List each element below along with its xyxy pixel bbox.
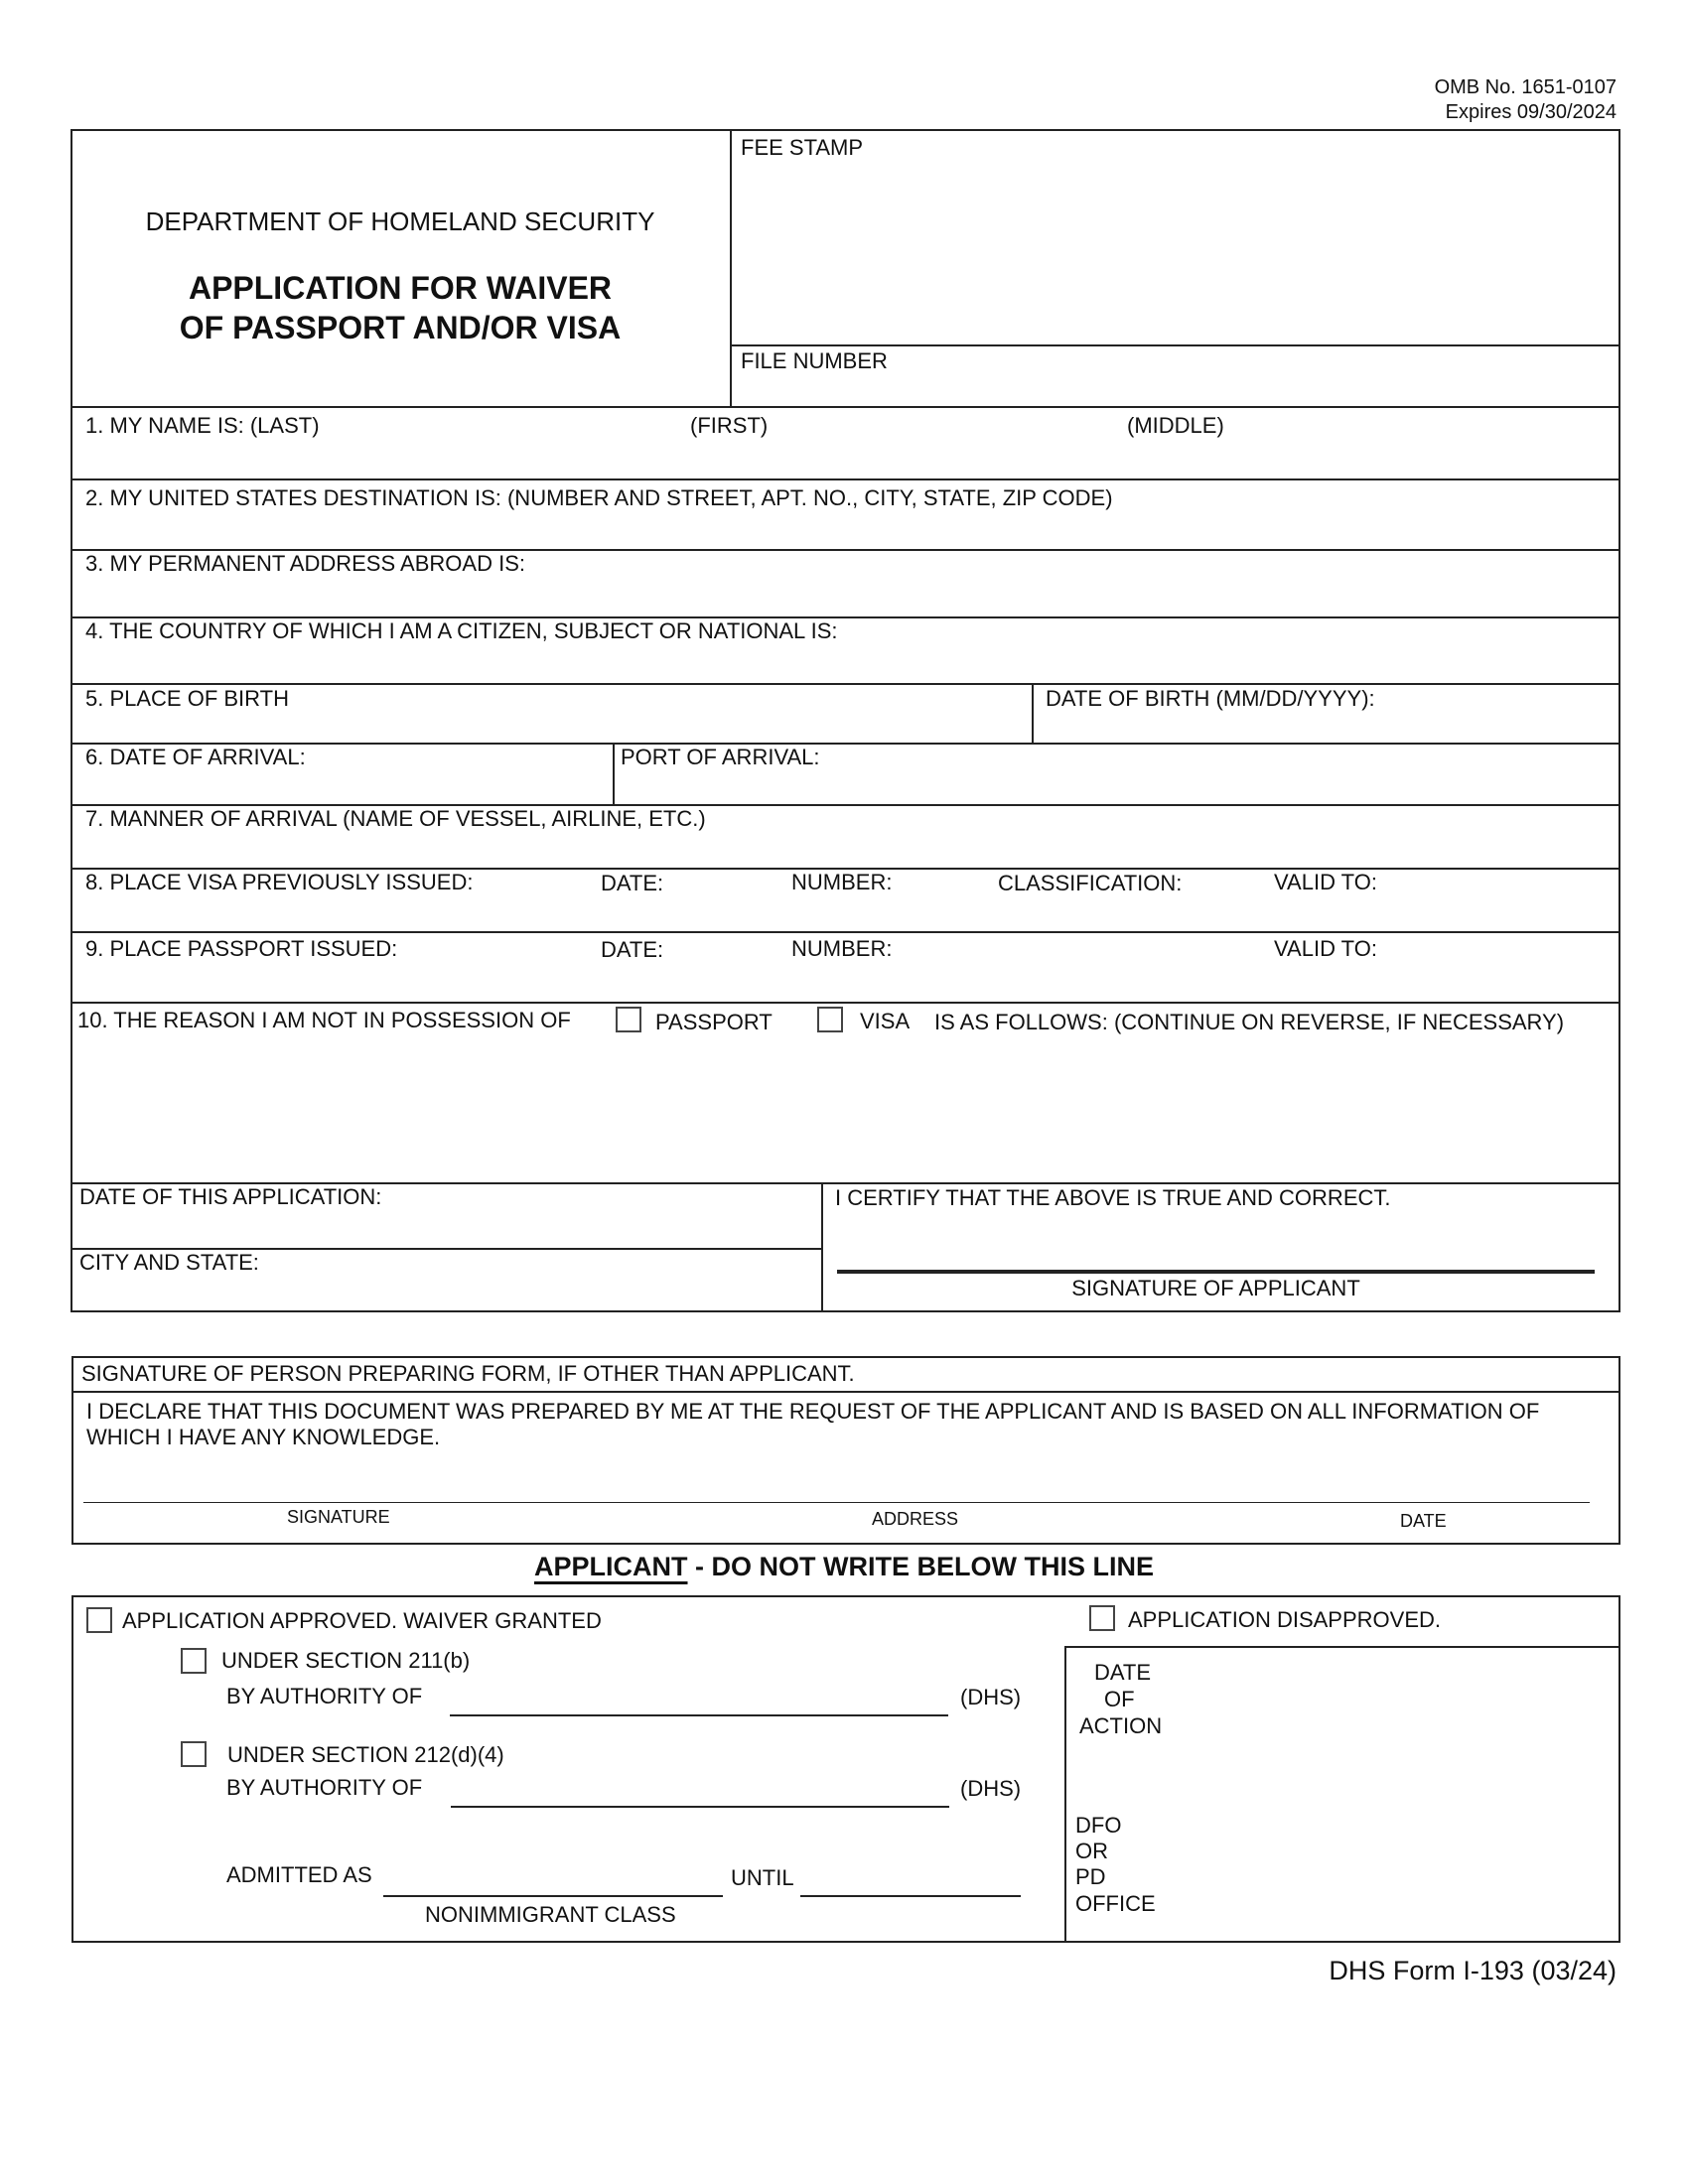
preparer-signature-label: SIGNATURE [287, 1507, 390, 1527]
office-use-notice [0, 1554, 1688, 1580]
office-divider [1064, 1646, 1066, 1943]
authority-212d4-line [451, 1806, 949, 1808]
q9-number-label: NUMBER: [791, 936, 893, 961]
date-of-birth-label: DATE OF BIRTH (MM/DD/YYYY): [1046, 686, 1375, 711]
citizenship-input[interactable] [79, 646, 1614, 681]
q8-number-label: NUMBER: [791, 870, 893, 894]
q8-valid-to-label: VALID TO: [1274, 870, 1377, 894]
last-name-input[interactable] [79, 441, 675, 477]
omb-number: OMB No. 1651-0107 [1434, 76, 1617, 98]
row6-divider [613, 743, 615, 804]
dfo-word2: OR [1075, 1839, 1108, 1863]
file-number-field[interactable] [732, 375, 1618, 406]
city-state-label: CITY AND STATE: [79, 1250, 259, 1275]
passport-checkbox-label: PASSPORT [655, 1010, 773, 1034]
form-title-line2: OF PASSPORT AND/OR VISA [179, 310, 622, 345]
office-right-top-line [1064, 1646, 1620, 1648]
q8-classification-label: CLASSIFICATION: [998, 871, 1183, 895]
date-of-action-word2: OF [1104, 1687, 1135, 1711]
dhs-label-2: (DHS) [960, 1776, 1022, 1801]
certify-statement: I CERTIFY THAT THE ABOVE IS TRUE AND CORRECT. [835, 1185, 1391, 1210]
fee-stamp-label: FEE STAMP [741, 135, 864, 160]
first-name-input[interactable] [685, 441, 1112, 477]
q4-citizenship-label: 4. THE COUNTRY OF WHICH I AM A CITIZEN, SUBJECT OR NATIONAL IS: [85, 618, 838, 643]
authority-211b-line [450, 1714, 948, 1716]
q1-name-middle-label: (MIDDLE) [1127, 413, 1224, 438]
address-abroad-input[interactable] [79, 580, 1614, 614]
dfo-word3: PD [1075, 1864, 1106, 1889]
port-of-arrival-label: PORT OF ARRIVAL: [621, 745, 820, 769]
dfo-word1: DFO [1075, 1813, 1122, 1838]
preparer-declaration-line2: WHICH I HAVE ANY KNOWLEDGE. [86, 1425, 441, 1449]
fee-stamp-area[interactable] [732, 164, 1618, 342]
by-authority-label-1: BY AUTHORITY OF [226, 1684, 423, 1708]
authority-211b-input[interactable] [450, 1678, 946, 1713]
q5-place-of-birth-label: 5. PLACE OF BIRTH [85, 686, 289, 711]
do-not-write-notice: - DO NOT WRITE BELOW THIS LINE [687, 1552, 1154, 1581]
q9-valid-to-label: VALID TO: [1274, 936, 1377, 961]
authority-212d4-input[interactable] [451, 1769, 947, 1805]
admitted-as-label: ADMITTED AS [226, 1862, 372, 1887]
place-of-birth-input[interactable] [79, 713, 1023, 741]
applicant-signature-line [837, 1270, 1595, 1274]
passport-checkbox[interactable] [616, 1007, 641, 1032]
q9-date-label: DATE: [601, 937, 664, 962]
visa-checkbox[interactable] [817, 1007, 843, 1032]
preparer-date-label: DATE [1400, 1511, 1447, 1531]
file-number-label: FILE NUMBER [741, 348, 888, 373]
section-212d4-checkbox[interactable] [181, 1741, 207, 1767]
date-of-application-label: DATE OF THIS APPLICATION: [79, 1184, 382, 1209]
certify-divider [821, 1182, 823, 1312]
nonimmigrant-class-input[interactable] [383, 1858, 721, 1894]
nonimmigrant-class-line [383, 1895, 723, 1897]
application-disapproved-checkbox[interactable] [1089, 1605, 1115, 1631]
q9-place-passport-label: 9. PLACE PASSPORT ISSUED: [85, 936, 398, 961]
port-of-arrival-input[interactable] [621, 772, 1614, 802]
dfo-word4: OFFICE [1075, 1891, 1156, 1916]
section-212d4-label: UNDER SECTION 212(d)(4) [227, 1742, 504, 1767]
application-disapproved-label: APPLICATION DISAPPROVED. [1128, 1607, 1442, 1632]
row5-divider [1032, 683, 1034, 743]
dfo-office-input[interactable] [1182, 1807, 1609, 1931]
q3-address-abroad-label: 3. MY PERMANENT ADDRESS ABROAD IS: [85, 551, 525, 576]
row-divider [70, 478, 1620, 480]
date-of-action-input[interactable] [1182, 1658, 1609, 1747]
city-state-input[interactable] [79, 1278, 814, 1310]
visa-checkbox-label: VISA [860, 1009, 911, 1033]
q7-manner-of-arrival-label: 7. MANNER OF ARRIVAL (NAME OF VESSEL, AIRLINE, ETC.) [85, 806, 706, 831]
until-input[interactable] [800, 1858, 1019, 1894]
omb-expires: Expires 09/30/2024 [1445, 101, 1617, 123]
manner-of-arrival-input[interactable] [79, 834, 1614, 866]
q8-date-label: DATE: [601, 871, 664, 895]
q10-reason-label: 10. THE REASON I AM NOT IN POSSESSION OF [77, 1008, 571, 1032]
preparer-title-divider [71, 1391, 1620, 1393]
fee-file-divider [730, 344, 1619, 346]
preparer-title: SIGNATURE OF PERSON PREPARING FORM, IF OTHER THAN APPLICANT. [81, 1361, 855, 1386]
preparer-signature-field[interactable] [83, 1457, 1588, 1501]
q8-place-visa-label: 8. PLACE VISA PREVIOUSLY ISSUED: [85, 870, 474, 894]
applicant-signature-field[interactable] [837, 1213, 1592, 1269]
application-approved-checkbox[interactable] [86, 1607, 112, 1633]
q1-name-last-label: 1. MY NAME IS: (LAST) [85, 413, 320, 438]
form-identifier: DHS Form I-193 (03/24) [1329, 1956, 1617, 1985]
application-approved-label: APPLICATION APPROVED. WAIVER GRANTED [122, 1608, 602, 1633]
reason-textarea[interactable] [79, 1042, 1614, 1179]
preparer-address-label: ADDRESS [872, 1509, 959, 1529]
q6-date-of-arrival-label: 6. DATE OF ARRIVAL: [85, 745, 306, 769]
q1-name-first-label: (FIRST) [690, 413, 769, 438]
passport-details-input[interactable] [79, 965, 1614, 1000]
department-name: DEPARTMENT OF HOMELAND SECURITY [145, 206, 655, 236]
by-authority-label-2: BY AUTHORITY OF [226, 1775, 423, 1800]
date-of-birth-input[interactable] [1043, 713, 1614, 741]
row-divider [70, 683, 1620, 685]
date-of-application-input[interactable] [79, 1213, 814, 1246]
middle-name-input[interactable] [1122, 441, 1614, 477]
preparer-signature-line [83, 1502, 1590, 1503]
date-of-action-word3: ACTION [1079, 1713, 1163, 1738]
dhs-label-1: (DHS) [960, 1685, 1022, 1709]
until-line [800, 1895, 1021, 1897]
us-destination-input[interactable] [79, 513, 1614, 547]
section-211b-label: UNDER SECTION 211(b) [221, 1648, 471, 1673]
q10-continue-note: IS AS FOLLOWS: (CONTINUE ON REVERSE, IF NECESSARY) [934, 1010, 1565, 1034]
nonimmigrant-class-label: NONIMMIGRANT CLASS [425, 1902, 676, 1927]
form-title-line1: APPLICATION FOR WAIVER [188, 270, 613, 306]
q2-us-destination-label: 2. MY UNITED STATES DESTINATION IS: (NUMBER AND STREET, APT. NO., CITY, STATE, ZIP CODE) [85, 485, 1113, 510]
date-of-action-word1: DATE [1094, 1660, 1152, 1685]
row-divider [70, 1002, 1620, 1004]
signature-of-applicant-label: SIGNATURE OF APPLICANT [1071, 1276, 1360, 1300]
preparer-declaration-line1: I DECLARE THAT THIS DOCUMENT WAS PREPARED BY ME AT THE REQUEST OF THE APPLICANT AND IS BASED ON ALL INFORMATION OF [86, 1399, 1540, 1424]
applicant-emphasis: APPLICANT [534, 1552, 688, 1581]
row-divider [70, 931, 1620, 933]
section-211b-checkbox[interactable] [181, 1648, 207, 1674]
date-of-arrival-input[interactable] [79, 772, 606, 802]
visa-details-input[interactable] [79, 897, 1614, 929]
until-label: UNTIL [731, 1865, 794, 1890]
